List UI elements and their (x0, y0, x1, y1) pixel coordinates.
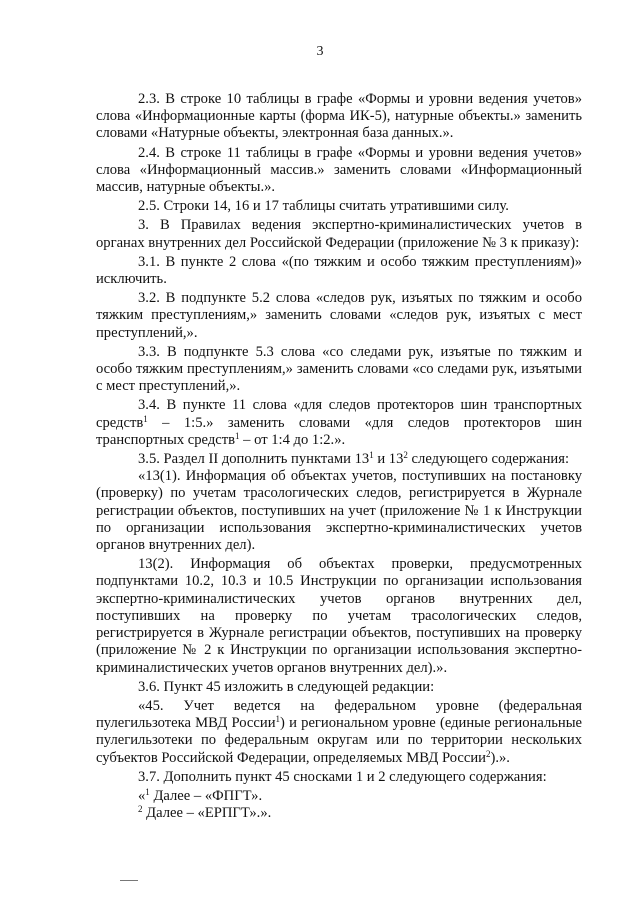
document-body (96, 91, 582, 822)
paragraph-2-5: 2.5. Строки 14, 16 и 17 таблицы считать утратившими силу. (138, 198, 509, 215)
footnote-1-text (96, 788, 582, 805)
footnote-mark: 1 (145, 786, 150, 797)
superscript-mark: 2 (403, 450, 408, 461)
quoted-clause-13-1: «13(1). Информация об объектах учетов, поступивших на постановку (проверку) по учетам трасологических следов, регистрируется в Журнале регистрации объектов, поступивших на учет (приложение № 1 к Инструкции по организации использования экспертно-криминалистических учетов органов внутренних дел). (96, 468, 582, 554)
paragraph-3-5 (96, 451, 582, 468)
paragraph-2-3: 2.3. В строке 10 таблицы в графе «Формы и уровни ведения учетов» слова «Информационные карты (форма ИК-5), натурные объекты.» заменить словами «Натурные объекты, электронная база данных.». (96, 91, 582, 142)
paragraph-3-5-part-b: и 13 (373, 451, 404, 468)
scan-mark (120, 880, 138, 881)
footnote-2-body: Далее – «ЕРПГТ».». (142, 805, 272, 822)
paragraph-3-4-part-b: – 1:5.» заменить словами «для следов протекторов шин транспортных средств (96, 414, 582, 448)
footnote-mark: 1 (275, 714, 281, 725)
paragraph-3-5-part-a: 3.5. Раздел II дополнить пунктами 13 (138, 451, 370, 468)
clause-45-part-b: ) и региональном уровне (единые региональные пулегильзотеки по федеральным округам или по территории нескольких субъектов Российской Федерации, определяемых МВД России (96, 715, 582, 766)
clause-45-part-c: ).». (490, 749, 510, 766)
open-quote: « (138, 787, 146, 804)
paragraph-3-4-part-c: – от 1:4 до 1:2.». (239, 431, 346, 448)
paragraph-3-5-part-c: следующего содержания: (407, 451, 570, 468)
clause-45-part-a: «45. Учет ведется на федеральном уровне (федеральная пулегильзотека МВД России (96, 697, 582, 732)
page-number: 3 (316, 44, 324, 59)
paragraph-3-4-part-a: 3.4. В пункте 11 слова «для следов протекторов шин транспортных средств (96, 397, 582, 431)
quoted-clause-13-2: 13(2). Информация об объектах проверки, предусмотренных подпунктами 10.2, 10.3 и 10.5 Инструкции по организации использования экспертно-криминалистических учетов органов внутренних дел, поступивших на проверку по учетам трасологических следов, регистрируется в Журнале регистрации объектов, поступивших на проверку (приложение № 2 к Инструкции по организации использования экспертно-криминалистических учетов органов внутренних дел).». (96, 556, 582, 676)
footnote-mark: 2 (138, 804, 143, 815)
footnote-mark: 1 (235, 430, 240, 441)
footnote-1-body: Далее – «ФПГТ». (149, 787, 263, 804)
paragraph-3-4 (96, 397, 582, 449)
paragraph-3: 3. В Правилах ведения экспертно-криминалистических учетов в органах внутренних дел Российской Федерации (приложение № 3 к приказу): (96, 217, 582, 251)
footnote-mark: 2 (485, 748, 491, 759)
paragraph-3-1: 3.1. В пункте 2 слова «(по тяжким и особо тяжким преступлениям)» исключить. (96, 253, 582, 288)
footnote-mark: 1 (143, 413, 148, 424)
footnote-2-text (96, 805, 582, 822)
paragraph-2-4: 2.4. В строке 11 таблицы в графе «Формы и уровни ведения учетов» слова «Информационный массив.» заменить словами «Информационный массив, натурные объекты.». (96, 144, 582, 196)
quoted-clause-45 (96, 698, 582, 767)
superscript-mark: 1 (369, 450, 374, 461)
paragraph-3-7: 3.7. Дополнить пункт 45 сносками 1 и 2 следующего содержания: (138, 768, 547, 785)
paragraph-3-3: 3.3. В подпункте 5.3 слова «со следами рук, изъятые по тяжким и особо тяжким преступлениям,» заменить словами «со следами рук, изъятыми с мест преступлений,». (96, 343, 582, 395)
paragraph-3-6: 3.6. Пункт 45 изложить в следующей редакции: (138, 678, 435, 695)
paragraph-3-2: 3.2. В подпункте 5.2 слова «следов рук, изъятых по тяжким и особо тяжким преступлениям,» заменить словами «следов рук, изъятых с мест преступлений,». (96, 290, 582, 341)
